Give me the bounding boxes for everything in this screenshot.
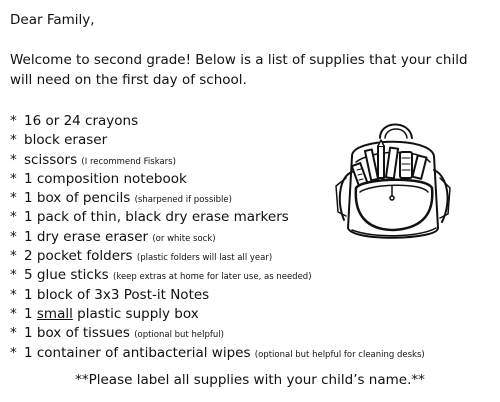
bullet-star: * [10,228,17,245]
supply-note: (I recommend Fiskars) [81,156,176,167]
supply-text: 2 pocket folders [24,248,133,265]
supply-text: block eraser [24,132,108,149]
supply-note: (sharpened if possible) [134,195,232,206]
supply-text: 1 pack of thin, black dry erase markers [24,209,289,226]
letter-greeting: Dear Family, [10,12,95,28]
bullet-star: * [10,151,17,168]
bullet-star: * [10,170,17,187]
supply-note: (or white sock) [152,233,216,244]
list-item [10,286,425,305]
bullet-star: * [10,113,17,129]
supply-note: (keep extras at home for later use, as needed) [113,272,312,283]
backpack-icon [322,116,458,246]
bullet-star: * [10,209,17,226]
supply-text: 1 block of 3x3 Post-it Notes [24,286,210,303]
supply-text: 16 or 24 crayons [24,113,139,129]
supply-text: 1 container of antibacterial wipes [24,344,251,361]
list-item [10,344,425,363]
supply-note: (optional but helpful) [134,330,224,341]
list-item [10,247,425,266]
supply-text: 1 dry erase eraser [24,228,149,245]
letter-intro: Welcome to second grade! Below is a list of supplies that your child will need on the first day of school. [10,52,468,88]
supply-text: 1 [24,305,33,322]
supply-text: plastic supply box [77,305,199,322]
supply-text: 1 composition notebook [24,170,187,187]
bullet-star: * [10,190,17,207]
list-item [10,305,425,324]
supply-text: 1 box of pencils [24,190,131,207]
bullet-star: * [10,286,17,303]
bullet-star: * [10,267,17,284]
bullet-star: * [10,325,17,342]
supply-text: 5 glue sticks [24,267,109,284]
list-item [10,324,425,343]
supply-emphasis: small [36,305,73,322]
bullet-star: * [10,132,17,149]
supply-note: (plastic folders will last all year) [136,253,273,264]
footer-note: **Please label all supplies with your child’s name.** [75,372,425,388]
list-item [10,266,425,285]
bullet-star: * [10,305,17,322]
bullet-star: * [10,344,17,361]
supply-text: scissors [24,151,78,168]
supply-note: (optional but helpful for cleaning desks) [254,349,425,360]
supply-text: 1 box of tissues [24,325,130,342]
bullet-star: * [10,248,17,265]
